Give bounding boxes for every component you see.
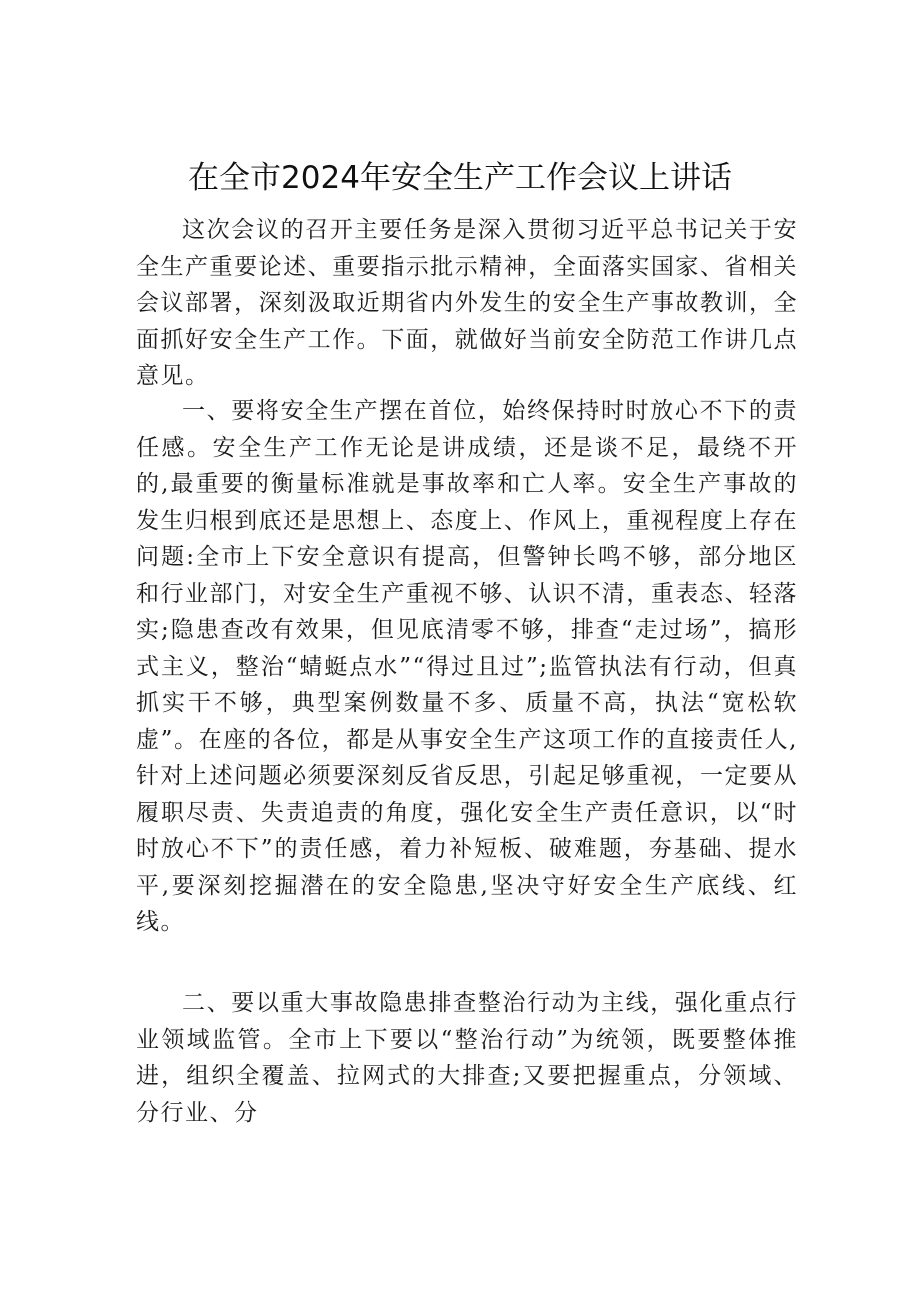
paragraph-section-two: 二、要以重大事故隐患排查整治行动为主线，强化重点行业领域监管。全市上下要以“整治行动”为统领，既要整体推进，组织全覆盖、拉网式的大排查;又要把握重点，分领域、分行业、分 bbox=[136, 990, 798, 1126]
paragraph-intro: 这次会议的召开主要任务是深入贯彻习近平总书记关于安全生产重要论述、重要指示批示精神，全面落实国家、省相关会议部署，深刻汲取近期省内外发生的安全生产事故教训，全面抓好安全生产工作。下面，就做好当前安全防范工作讲几点意见。 bbox=[136, 217, 798, 389]
document-title: 在全市2024年安全生产工作会议上讲话 bbox=[188, 160, 732, 196]
paragraph-section-one: 一、要将安全生产摆在首位，始终保持时时放心不下的责任感。安全生产工作无论是讲成绩，还是谈不足，最绕不开的,最重要的衡量标准就是事故率和亡人率。安全生产事故的发生归根到底还是思想上、态度上、作风上，重视程度上存在问题:全市上下安全意识有提高，但警钟长鸣不够，部分地区和行业部门，对安全生产重视不够、认识不清，重表态、轻落实;隐患查改有效果，但见底清零不够，排查“走过场”，搞形式主义，整治“蜻蜓点水”“得过且过”;监管执法有行动，但真抓实干不够，典型案例数量不多、质量不高，执法“宽松软虚”。在座的各位，都是从事安全生产这项工作的直接责任人,针对上述问题必须要深刻反省反思，引起足够重视，一定要从履职尽责、失责追责的角度，强化安全生产责任意识，以“时时放心不下”的责任感，着力补短板、破难题，夯基础、提水平,要深刻挖掘潜在的安全隐患,坚决守好安全生产底线、红线。 bbox=[136, 398, 798, 935]
